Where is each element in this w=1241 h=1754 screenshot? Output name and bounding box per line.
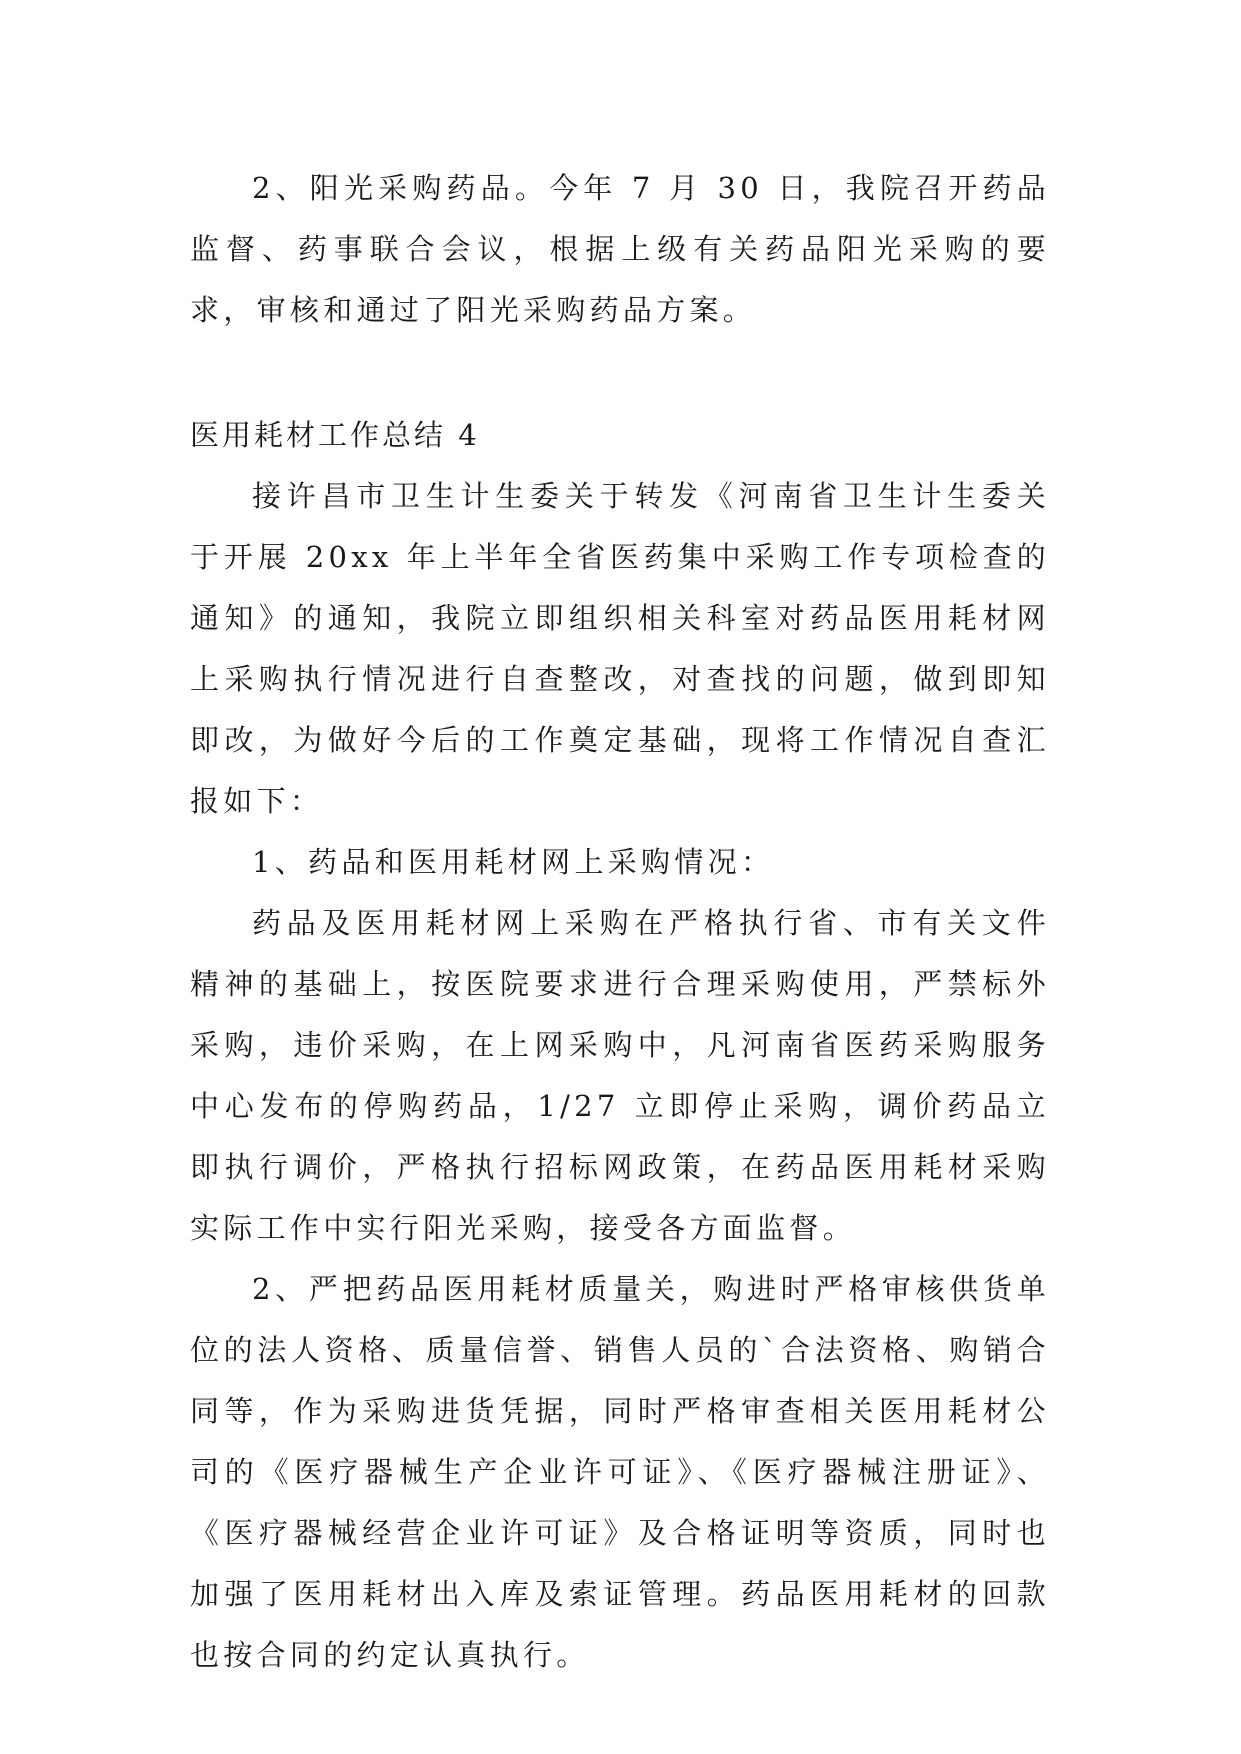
paragraph-sunshine-procurement: 2、阳光采购药品。今年 7 月 30 日，我院召开药品监督、药事联合会议，根据上级有关药品阳光采购的要求，审核和通过了阳光采购药品方案。 — [190, 171, 1050, 327]
document-body — [190, 158, 1050, 1686]
section-heading: 医用耗材工作总结 4 — [190, 418, 480, 452]
paragraph-online-procurement: 药品及医用耗材网上采购在严格执行省、市有关文件精神的基础上，按医院要求进行合理采购使用，严禁标外采购，违价采购，在上网采购中，凡河南省医药采购服务中心发布的停购药品，1/27 立即停止采购，调价药品立即执行调价，严格执行招标网政策，在药品医用耗材采购实际工作中实行阳光采购，接受各方面监督。 — [190, 906, 1050, 1245]
paragraph-intro: 接许昌市卫生计生委关于转发《河南省卫生计生委关于开展 20xx 年上半年全省医药集中采购工作专项检查的通知》的通知，我院立即组织相关科室对药品医用耗材网上采购执行情况进行自查整改，对查找的问题，做到即知即改，为做好今后的工作奠定基础，现将工作情况自查汇报如下： — [190, 479, 1050, 818]
paragraph-item-1-title: 1、药品和医用耗材网上采购情况： — [252, 845, 775, 879]
paragraph-item-2-quality: 2、严把药品医用耗材质量关，购进时严格审核供货单位的法人资格、质量信誉、销售人员的`合法资格、购销合同等，作为采购进货凭据，同时严格审查相关医用耗材公司的《医疗器械生产企业许可证》、《医疗器械注册证》、《医疗器械经营企业许可证》及合格证明等资质，同时也加强了医用耗材出入库及索证管理。药品医用耗材的回款也按合同的约定认真执行。 — [190, 1272, 1050, 1672]
